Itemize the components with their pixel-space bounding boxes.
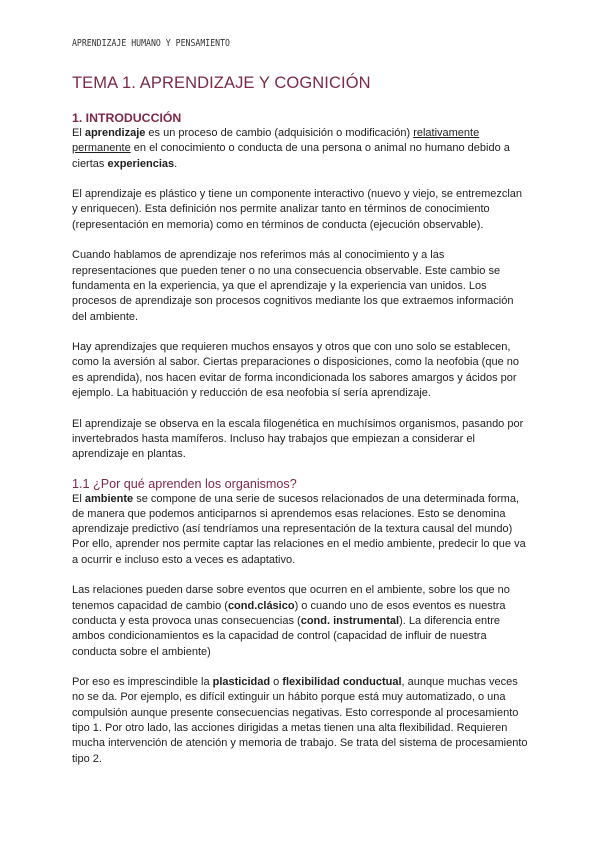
- paragraph-knowledge: Cuando hablamos de aprendizaje nos referimos más al conocimiento y a las representaciones que pueden tener o no una consecuencia observable. Este cambio se fundamenta en la experiencia, ya que el aprendizaje y la experiencia van unidos. Los procesos de aprendizaje son procesos cognitivos mediante los que extraemos información del ambiente.: [72, 249, 514, 323]
- paragraph-plasticity: [72, 675, 530, 767]
- section-heading-why-learn: 1.1 ¿Por qué aprenden los organismos?: [72, 476, 297, 491]
- text: es un proceso de cambio (adquisición o modificación): [145, 127, 414, 139]
- text: Por eso es imprescindible la: [72, 676, 213, 689]
- document-body: [72, 111, 530, 767]
- text: se compone de una serie de sucesos relacionados de una determinada forma, de manera que podemos anticiparnos si aprendemos esas relaciones. Esto se denomina aprendizaje predictivo (así tendríamos una representación de la textura causal del mundo) Por ello, aprender nos permite captar las relaciones en el medio ambiente, predecir lo que va a ocurrir e incluso esto a veces es adaptativo.: [72, 492, 526, 566]
- bold-term-aprendizaje: aprendizaje: [84, 127, 146, 139]
- bold-term-ambiente: ambiente: [84, 492, 134, 505]
- paragraph-definition: [72, 126, 530, 172]
- bold-term-cond-clasico: cond.clásico: [227, 599, 295, 612]
- text: El: [72, 492, 85, 505]
- text: .: [174, 157, 178, 170]
- bold-term-experiencias: experiencias: [107, 157, 175, 170]
- bold-term-plasticidad: plasticidad: [212, 676, 271, 689]
- bold-term-cond-instrumental: cond. instrumental: [300, 614, 400, 627]
- text: Las relaciones pueden darse sobre eventos que ocurren en el ambiente, sobre los que no tenemos capacidad de cambio (: [72, 584, 510, 612]
- text: en el conocimiento o conducta de una persona o animal no humano debido a ciertas: [72, 142, 510, 170]
- paragraph-plastic: El aprendizaje es plástico y tiene un componente interactivo (nuevo y viejo, se entremezclan y enriquecen). Esta definición nos permite analizar tanto en términos de conocimiento (representación en memoria) como en términos de conducta (ejecución observable).: [72, 188, 523, 231]
- text: ). La diferencia entre ambos condicionamientos es la capacidad de control (capacidad de influir de nuestra conducta sobre el ambiente): [72, 614, 500, 658]
- page-title: TEMA 1. APRENDIZAJE Y COGNICIÓN: [72, 74, 371, 92]
- paragraph-environment: [72, 492, 530, 568]
- paragraph-phylogenetic: El aprendizaje se observa en la escala filogenética en muchísimos organismos, pasando por invertebrados hasta mamíferos. Incluso hay trabajos que empiezan a considerar el aprendizaje en plantas.: [72, 417, 524, 461]
- paragraph-trials: Hay aprendizajes que requieren muchos ensayos y otros que con uno solo se establecen, como la aversión al sabor. Ciertas preparaciones o disposiciones, como la neofobia (que no es aprendida), nos hacen evitar de forma incondicionada los sabores amargos y ácidos por ejemplo. La habituación y reducción de esa neofobia sí sería aprendizaje.: [72, 341, 519, 400]
- paragraph-relations: [72, 583, 530, 659]
- bold-term-flexibilidad: flexibilidad conductual: [282, 676, 402, 689]
- underlined-term: relativamente permanente: [72, 127, 480, 155]
- text: , aunque muchas veces no se da. Por ejemplo, es difícil extinguir un hábito porque está muy automatizado, o una compulsión aunque presente consecuencias negativas. Esto corresponde al procesamiento tipo 1. Por otro lado, las acciones dirigidas a metas tienen una alta flexibilidad. Requieren mucha intervención de atención y memoria de trabajo. Se trata del sistema de procesamiento tipo 2.: [72, 676, 528, 765]
- text: o: [270, 676, 283, 689]
- running-header: APRENDIZAJE HUMANO Y PENSAMIENTO: [72, 38, 230, 49]
- text: ) o cuando uno de esos eventos es nuestra conducta y esta provoca unas consecuencias (: [72, 599, 506, 627]
- section-heading-introduccion: 1. INTRODUCCIÓN: [72, 111, 182, 125]
- text: El: [72, 127, 85, 139]
